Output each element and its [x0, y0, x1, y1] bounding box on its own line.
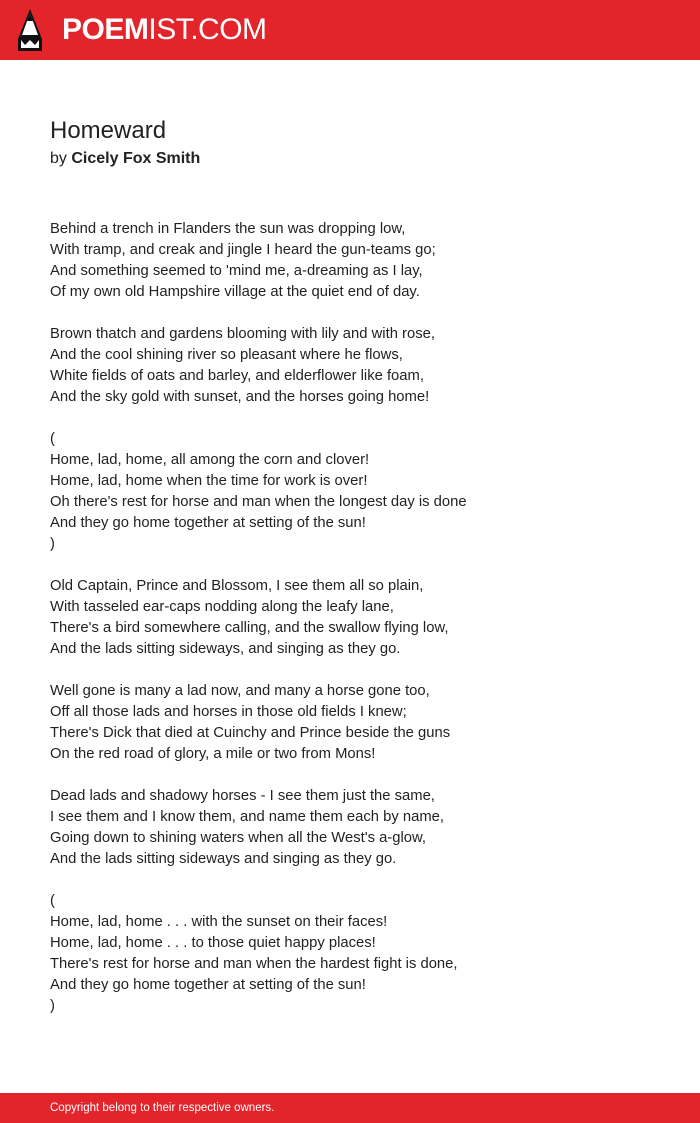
poem-line: There's Dick that died at Cuinchy and Prince beside the guns — [50, 725, 451, 741]
poem-line: And the lads sitting sideways, and singing as they go. — [50, 641, 401, 657]
poem-line: Home, lad, home when the time for work is over! — [50, 473, 368, 489]
poem-author: Cicely Fox Smith — [71, 150, 201, 167]
poem-line: Brown thatch and gardens blooming with lily and with rose, — [50, 326, 435, 342]
poem-stanza — [50, 681, 670, 765]
poem-line: ) — [50, 536, 55, 552]
by-label: by — [50, 150, 67, 167]
copyright-text: Copyright belong to their respective owners. — [50, 1102, 275, 1114]
poem-line: ( — [50, 893, 55, 909]
poem-line: With tramp, and creak and jingle I heard the gun-teams go; — [50, 242, 436, 258]
poem-line: Home, lad, home . . . to those quiet happy places! — [50, 935, 376, 951]
poem-line: Off all those lads and horses in those old fields I knew; — [50, 704, 407, 720]
poem-line: Dead lads and shadowy horses - I see them just the same, — [50, 788, 435, 804]
poem-title: Homeward — [50, 117, 167, 144]
site-brand-link[interactable] — [62, 13, 267, 47]
poem-line: There's rest for horse and man when the hardest fight is done, — [50, 956, 458, 972]
poem-stanza — [50, 576, 670, 660]
brand-bold-text: POEM — [62, 13, 149, 46]
poem-stanza — [50, 219, 670, 303]
poem-line: On the red road of glory, a mile or two from Mons! — [50, 746, 376, 762]
site-header — [0, 0, 700, 60]
site-footer — [0, 1093, 700, 1123]
pencil-tip-icon[interactable] — [18, 9, 42, 51]
poem-line: With tasseled ear-caps nodding along the leafy lane, — [50, 599, 394, 615]
poem-line: ( — [50, 431, 55, 447]
poem-stanza — [50, 324, 670, 408]
poem-line: Home, lad, home . . . with the sunset on their faces! — [50, 914, 388, 930]
poem-line: Of my own old Hampshire village at the quiet end of day. — [50, 284, 420, 300]
poem-stanza — [50, 786, 670, 870]
byline — [50, 149, 200, 169]
poem-line: Oh there's rest for horse and man when the longest day is done — [50, 494, 467, 510]
poem-line: And they go home together at setting of the sun! — [50, 515, 366, 531]
poem-line: Going down to shining waters when all the West's a-glow, — [50, 830, 426, 846]
poem-line: Well gone is many a lad now, and many a horse gone too, — [50, 683, 430, 699]
poem-line: And the sky gold with sunset, and the horses going home! — [50, 389, 430, 405]
poem-stanza — [50, 891, 670, 1017]
poem-body — [50, 219, 670, 1038]
poem-line: Home, lad, home, all among the corn and clover! — [50, 452, 370, 468]
poem-line: There's a bird somewhere calling, and the swallow flying low, — [50, 620, 449, 636]
poem-line: And something seemed to 'mind me, a-dreaming as I lay, — [50, 263, 423, 279]
poem-line: And the lads sitting sideways and singing as they go. — [50, 851, 397, 867]
poem-line: White fields of oats and barley, and elderflower like foam, — [50, 368, 424, 384]
poem-line: ) — [50, 998, 55, 1014]
poem-line: And the cool shining river so pleasant where he flows, — [50, 347, 403, 363]
poem-line: Behind a trench in Flanders the sun was dropping low, — [50, 221, 406, 237]
poem-stanza — [50, 429, 670, 555]
brand-light-text: IST.COM — [148, 13, 267, 46]
poem-line: Old Captain, Prince and Blossom, I see them all so plain, — [50, 578, 424, 594]
poem-line: And they go home together at setting of the sun! — [50, 977, 366, 993]
poem-line: I see them and I know them, and name them each by name, — [50, 809, 444, 825]
